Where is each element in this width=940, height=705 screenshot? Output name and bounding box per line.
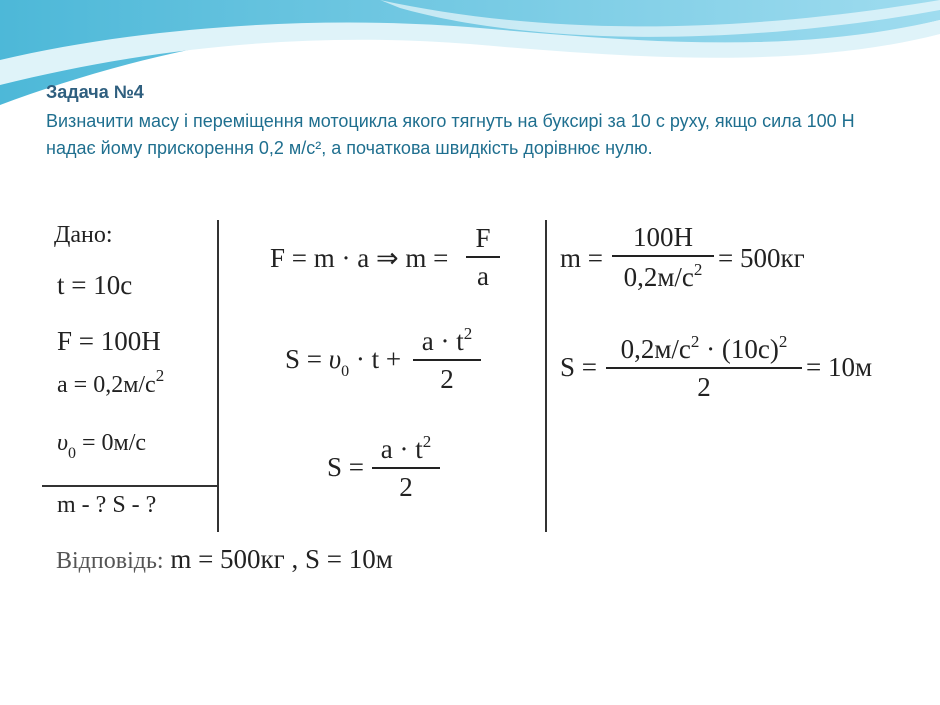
- formula-newton-denominator: a: [477, 260, 489, 291]
- f2-num-exp: 2: [463, 324, 473, 343]
- m-denominator: [612, 260, 714, 293]
- f3-numerator: [372, 432, 440, 465]
- answer-text: m = 500кг , S = 10м: [170, 544, 393, 574]
- given-divider: [42, 485, 218, 487]
- given-label: Дано:: [54, 222, 113, 248]
- f2-mid: · t +: [349, 344, 402, 374]
- divider-vertical-2: [545, 220, 547, 532]
- f2-v: υ: [328, 344, 342, 374]
- solution-displacement-fraction: [606, 332, 802, 403]
- s-num-exp1: 2: [690, 332, 700, 351]
- solution-mass-left: m =: [560, 243, 603, 273]
- given-force: F = 100H: [57, 326, 161, 356]
- fraction-bar: [372, 467, 440, 469]
- given-initial-velocity: [57, 430, 146, 463]
- formula-newton-numerator: F: [475, 223, 491, 253]
- solution-displacement-left: S =: [560, 352, 597, 382]
- formula-displacement-simplified-fraction: [372, 432, 440, 503]
- solution-mass-result: = 500кг: [718, 243, 805, 273]
- given-acceleration-exp: 2: [155, 366, 165, 385]
- v0-value: = 0м/c: [76, 430, 147, 456]
- given-acceleration-value: a = 0,2м/c: [57, 372, 156, 398]
- formula-newton-left: F = m · a ⇒ m =: [270, 243, 449, 273]
- m-numerator: 100H: [633, 222, 693, 252]
- task-statement: Визначити масу і переміщення мотоцикла якого тягнуть на буксирі за 10 с руху, якщо сила 100 Н надає йому прискорення 0,2 м/с², а початкова швидкість дорівнює нулю.: [46, 111, 855, 158]
- formula-displacement-fraction: [413, 324, 481, 395]
- m-den-exp: 2: [693, 259, 703, 279]
- formula-newton-fraction: [466, 223, 500, 292]
- f3-denominator: 2: [399, 471, 413, 502]
- v0-subscript: 0: [68, 445, 77, 462]
- given-acceleration: [57, 366, 164, 399]
- s-num-b: · (10c): [699, 334, 779, 364]
- s-num-a: 0,2м/c: [620, 334, 691, 364]
- given-time: t = 10c: [57, 270, 133, 300]
- solution-mass-fraction: [612, 222, 714, 293]
- s-denominator: 2: [697, 371, 711, 402]
- formula-displacement-left: [285, 344, 401, 381]
- formula-displacement-simplified-left: S =: [327, 452, 364, 482]
- s-num-exp2: 2: [778, 332, 788, 351]
- f2-v-sub: 0: [341, 363, 350, 380]
- v0-symbol: υ: [57, 430, 69, 456]
- fraction-bar: [606, 367, 802, 369]
- fraction-bar: [413, 359, 481, 361]
- f3-num-exp: 2: [422, 432, 432, 451]
- answer-line: [56, 544, 393, 575]
- f2-denominator: 2: [440, 363, 454, 394]
- s-numerator: [606, 332, 802, 365]
- m-den-base: 0,2м/c: [623, 261, 694, 292]
- solution-displacement-result: = 10м: [806, 352, 873, 382]
- unknowns: m - ? S - ?: [57, 492, 157, 518]
- f2-s: S =: [285, 344, 329, 374]
- fraction-bar: [612, 255, 714, 257]
- fraction-bar: [466, 256, 500, 258]
- answer-label: Відповідь:: [56, 548, 164, 574]
- f2-numerator: [413, 324, 481, 357]
- task-title: Задача №4: [46, 82, 144, 102]
- f3-num-base: a · t: [380, 434, 423, 464]
- f2-num-base: a · t: [421, 326, 464, 356]
